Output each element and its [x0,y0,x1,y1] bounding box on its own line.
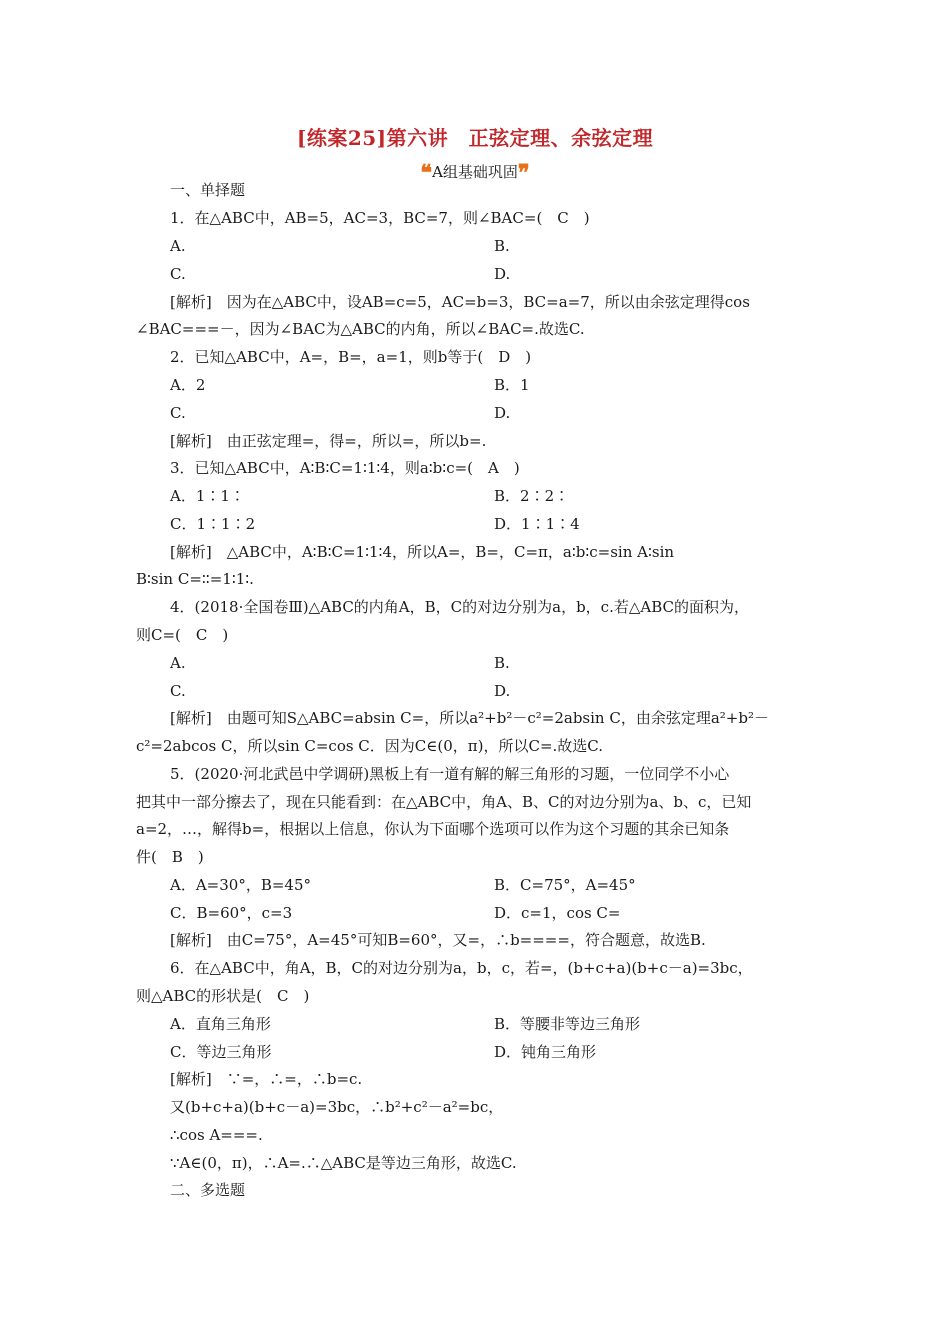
text-line: C．1∶1∶2 [170,515,256,533]
text-line: B. [494,237,510,255]
text-line: C. [170,404,186,422]
text-line: A. [170,654,186,672]
text-line: A．1∶1∶ [170,487,245,505]
text-line: A．2 [170,376,206,394]
text-line: B．2∶2∶ [494,487,570,505]
text-line: 2．已知△ABC中，A=，B=，a=1，则b等于( D ) [170,348,532,366]
text-line: B∶sin C=∶∶=1∶1∶. [136,570,254,588]
text-line: 则△ABC的形状是( C ) [136,987,310,1005]
right-quote-icon: ❞ [517,160,530,186]
text-line: ∴cos A===. [170,1126,263,1144]
text-line: 二、多选题 [170,1181,246,1199]
text-line: 则C=( C ) [136,626,229,644]
text-line: 3．已知△ABC中，A∶B∶C=1∶1∶4，则a∶b∶c=( A ) [170,459,520,477]
text-line: 1．在△ABC中，AB=5，AC=3，BC=7，则∠BAC=( C ) [170,209,590,227]
text-line: 把其中一部分擦去了，现在只能看到：在△ABC中，角A、B、C的对边分别为a、b、c，已知 [136,793,752,811]
text-line: D. [494,682,511,700]
page-title: [练案25]第六讲 正弦定理、余弦定理 [296,126,654,150]
text-line: A．直角三角形 [170,1015,271,1033]
text-line: c²=2abcos C，所以sin C=cos C．因为C∈(0，π)，所以C=.故选C. [136,737,604,755]
text-line: B．等腰非等边三角形 [494,1015,641,1033]
text-line: D．c=1，cos C= [494,904,621,922]
text-line: 5．(2020·河北武邑中学调研)黑板上有一道有解的解三角形的习题，一位同学不小心 [170,765,730,783]
text-line: [解析] 因为在△ABC中，设AB=c=5，AC=b=3，BC=a=7，所以由余弦定理得cos [170,293,750,311]
group-label: A组基础巩固 [432,163,518,181]
text-line: C. [170,265,186,283]
text-line: D．钝角三角形 [494,1043,597,1061]
text-line: 一、单择题 [170,181,246,199]
text-line: C．B=60°，c=3 [170,904,293,922]
text-line: ∠BAC===－，因为∠BAC为△ABC的内角，所以∠BAC=.故选C. [136,320,585,338]
text-line: B．1 [494,376,530,394]
text-line: D. [494,265,511,283]
text-line: [解析] 由正弦定理=，得=，所以=，所以b=. [170,432,487,450]
group-banner [0,160,950,186]
text-line: [解析] 由C=75°，A=45°可知B=60°，又=，∴b====，符合题意，故选B. [170,931,706,949]
text-line: A．A=30°，B=45° [170,876,311,894]
text-line: 4．(2018·全国卷Ⅲ)△ABC的内角A，B，C的对边分别为a，b，c.若△ABC的面积为， [170,598,749,616]
text-line: B. [494,654,510,672]
text-line: a=2，…，解得b=，根据以上信息，你认为下面哪个选项可以作为这个习题的其余已知条 [136,820,730,838]
text-line: C．等边三角形 [170,1043,272,1061]
text-line: A. [170,237,186,255]
text-line: C. [170,682,186,700]
text-line: B．C=75°，A=45° [494,876,636,894]
text-line: 6．在△ABC中，角A，B，C的对边分别为a，b，c，若=，(b+c+a)(b+c－a)=3bc， [170,959,753,977]
text-line: ∵A∈(0，π)，∴A=.∴△ABC是等边三角形，故选C. [170,1154,517,1172]
left-quote-icon: ❝ [420,160,433,186]
text-line: [解析] ∵=，∴=，∴b=c. [170,1070,363,1088]
text-line: D．1∶1∶4 [494,515,580,533]
text-line: 件( B ) [136,848,204,866]
text-line: [解析] △ABC中，A∶B∶C=1∶1∶4，所以A=，B=，C=π，a∶b∶c=sin A∶sin [170,543,675,561]
text-line: [解析] 由题可知S△ABC=absin C=，所以a²+b²－c²=2absin C，由余弦定理a²+b²－ [170,709,769,727]
text-line: 又(b+c+a)(b+c－a)=3bc，∴b²+c²－a²=bc， [170,1098,504,1116]
text-line: D. [494,404,511,422]
